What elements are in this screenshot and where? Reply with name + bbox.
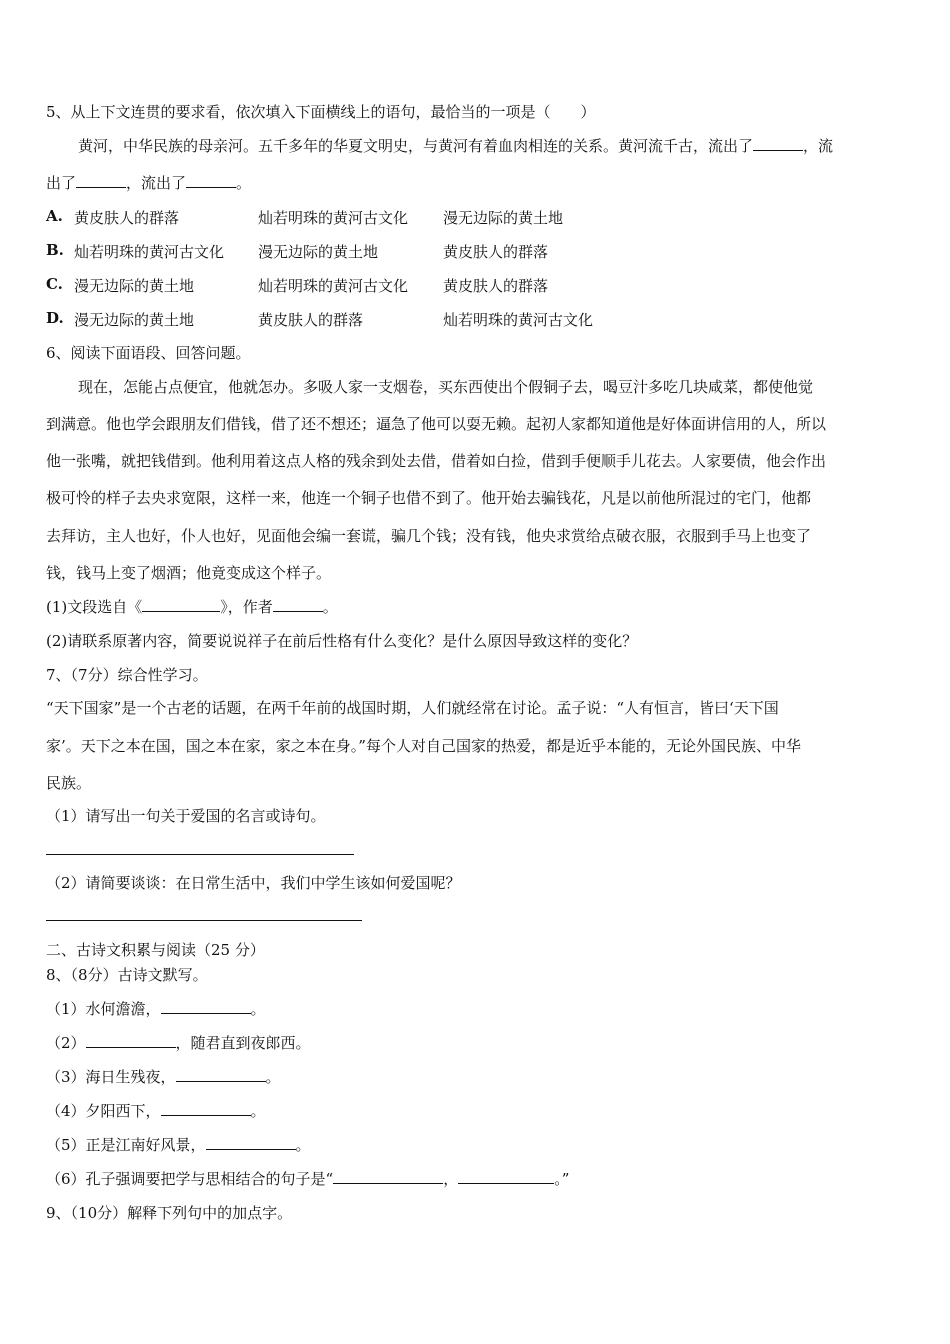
option-label: B. xyxy=(46,241,64,259)
q5-option-b[interactable] xyxy=(46,241,906,261)
section-2-heading: 二、古诗文积累与阅读（25 分） xyxy=(46,941,265,959)
q9-stem: 9、（10分）解释下列句中的加点字。 xyxy=(46,1204,293,1222)
q8-item-5-post: 。 xyxy=(295,1136,311,1154)
q5-blank-2[interactable] xyxy=(76,173,126,188)
q7-sub1: （1）请写出一句关于爱国的名言或诗句。 xyxy=(46,807,326,825)
q8-item-6-blank-1[interactable] xyxy=(333,1169,443,1184)
option-choice-2: 漫无边际的黄土地 xyxy=(258,243,379,261)
option-label: C. xyxy=(46,275,63,293)
q8-item-4-pre: （4）夕阳西下， xyxy=(46,1102,161,1120)
q5-blank-3[interactable] xyxy=(186,173,236,188)
q8-item-6-b: ， xyxy=(443,1170,459,1188)
q5-text1-b: ，流 xyxy=(803,137,834,155)
option-choice-2: 灿若明珠的黄河古文化 xyxy=(258,209,409,227)
option-choice-1: 灿若明珠的黄河古文化 xyxy=(74,243,225,261)
q6-sub1 xyxy=(46,597,338,617)
q8-item-5-pre: （5）正是江南好风景， xyxy=(46,1136,206,1154)
q8-item-4-blank[interactable] xyxy=(161,1101,251,1116)
option-choice-1: 漫无边际的黄土地 xyxy=(74,311,195,329)
q8-item-6 xyxy=(46,1169,569,1189)
q8-item-2 xyxy=(46,1033,311,1053)
q8-item-2-blank[interactable] xyxy=(86,1033,176,1048)
q7-answer-line-1[interactable] xyxy=(46,854,354,855)
q8-item-1-pre: （1）水何澹澹， xyxy=(46,1000,161,1018)
q5-text-line1 xyxy=(78,136,833,156)
q5-blank-1[interactable] xyxy=(753,136,803,151)
q8-item-3-post: 。 xyxy=(265,1068,281,1086)
q8-item-4-post: 。 xyxy=(250,1102,266,1120)
q5-text2-b: ，流出了 xyxy=(126,174,187,192)
option-choice-2: 黄皮肤人的群落 xyxy=(258,311,364,329)
q5-option-a[interactable] xyxy=(46,207,906,227)
q8-item-5-blank[interactable] xyxy=(206,1135,296,1150)
q6-passage-line-3: 他一张嘴，就把钱借到。他利用着这点人格的残余到处去借，借着如白捡，借到手便顺手儿花去。人家要债，他会作出 xyxy=(46,452,827,470)
q8-item-3-blank[interactable] xyxy=(176,1067,266,1082)
q7-answer-line-2[interactable] xyxy=(46,920,362,921)
q6-stem: 6、阅读下面语段、回答问题。 xyxy=(46,344,251,362)
q5-text-line2 xyxy=(46,173,251,193)
option-choice-3: 漫无边际的黄土地 xyxy=(443,209,564,227)
q6-passage-line-6: 钱，钱马上变了烟酒；他竟变成这个样子。 xyxy=(46,564,332,582)
q6-sub1-c: 。 xyxy=(322,598,338,616)
option-label: A. xyxy=(46,207,63,225)
q8-stem: 8、（8分）古诗文默写。 xyxy=(46,966,208,984)
q5-text2-a: 出了 xyxy=(46,174,77,192)
q6-passage-line-2: 到满意。他也学会跟朋友们借钱，借了还不想还；逼急了他可以耍无赖。起初人家都知道他是好体面讲信用的人，所以 xyxy=(46,415,827,433)
option-choice-3: 黄皮肤人的群落 xyxy=(443,277,549,295)
option-choice-2: 灿若明珠的黄河古文化 xyxy=(258,277,409,295)
q5-stem: 5、从上下文连贯的要求看，依次填入下面横线上的语句，最恰当的一项是（ ） xyxy=(46,103,596,121)
q8-item-5 xyxy=(46,1135,311,1155)
q7-sub2: （2）请简要谈谈：在日常生活中，我们中学生该如何爱国呢？ xyxy=(46,874,461,892)
q7-text-line-2: 家’。天下之本在国，国之本在家，家之本在身。”每个人对自己国家的热爱，都是近乎本能的，无论外国民族、中华 xyxy=(46,737,801,755)
option-choice-1: 漫无边际的黄土地 xyxy=(74,277,195,295)
q6-book-blank[interactable] xyxy=(142,597,220,612)
q8-item-2-pre: （2） xyxy=(46,1034,86,1052)
q8-item-6-c: 。” xyxy=(554,1170,570,1188)
q6-author-blank[interactable] xyxy=(273,597,323,612)
option-choice-1: 黄皮肤人的群落 xyxy=(74,209,180,227)
q6-sub1-a: (1)文段选自《 xyxy=(46,598,143,616)
q7-text-line-3: 民族。 xyxy=(46,774,92,792)
q7-stem: 7、（7分）综合性学习。 xyxy=(46,666,208,684)
q6-passage-line-4: 极可怜的样子去央求宽限，这样一来，他连一个铜子也借不到了。他开始去骗钱花，凡是以前他所混过的宅门，他都 xyxy=(46,489,812,507)
q8-item-6-a: （6）孔子强调要把学与思相结合的句子是“ xyxy=(46,1170,334,1188)
q5-option-c[interactable] xyxy=(46,275,906,295)
q8-item-3 xyxy=(46,1067,281,1087)
q5-text1-a: 黄河，中华民族的母亲河。五千多年的华夏文明史，与黄河有着血肉相连的关系。黄河流千古，流出了 xyxy=(78,137,754,155)
q8-item-4 xyxy=(46,1101,266,1121)
q6-sub2: (2)请联系原著内容，简要说说祥子在前后性格有什么变化？是什么原因导致这样的变化？ xyxy=(46,632,638,650)
q6-sub1-b: 》，作者 xyxy=(220,598,273,616)
q8-item-1-post: 。 xyxy=(250,1000,266,1018)
q6-passage-line-1: 现在，怎能占点便宜，他就怎办。多吸人家一支烟卷，买东西使出个假铜子去，喝豆汁多吃几块咸菜，都使他觉 xyxy=(78,378,814,396)
q8-item-3-pre: （3）海日生残夜， xyxy=(46,1068,176,1086)
q5-option-d[interactable] xyxy=(46,309,906,329)
option-label: D. xyxy=(46,309,64,327)
option-choice-3: 黄皮肤人的群落 xyxy=(443,243,549,261)
q8-item-1-blank[interactable] xyxy=(161,999,251,1014)
option-choice-3: 灿若明珠的黄河古文化 xyxy=(443,311,594,329)
q8-item-2-post: ，随君直到夜郎西。 xyxy=(175,1034,311,1052)
q8-item-6-blank-2[interactable] xyxy=(458,1169,554,1184)
q5-text2-c: 。 xyxy=(236,174,252,192)
q6-passage-line-5: 去拜访，主人也好，仆人也好，见面他会编一套谎，骗几个钱；没有钱，他央求赏给点破衣服，衣服到手马上也变了 xyxy=(46,527,812,545)
q7-text-line-1: “天下国家”是一个古老的话题，在两千年前的战国时期，人们就经常在讨论。孟子说：“人有恒言，皆曰‘天下国 xyxy=(46,699,779,717)
q8-item-1 xyxy=(46,999,266,1019)
